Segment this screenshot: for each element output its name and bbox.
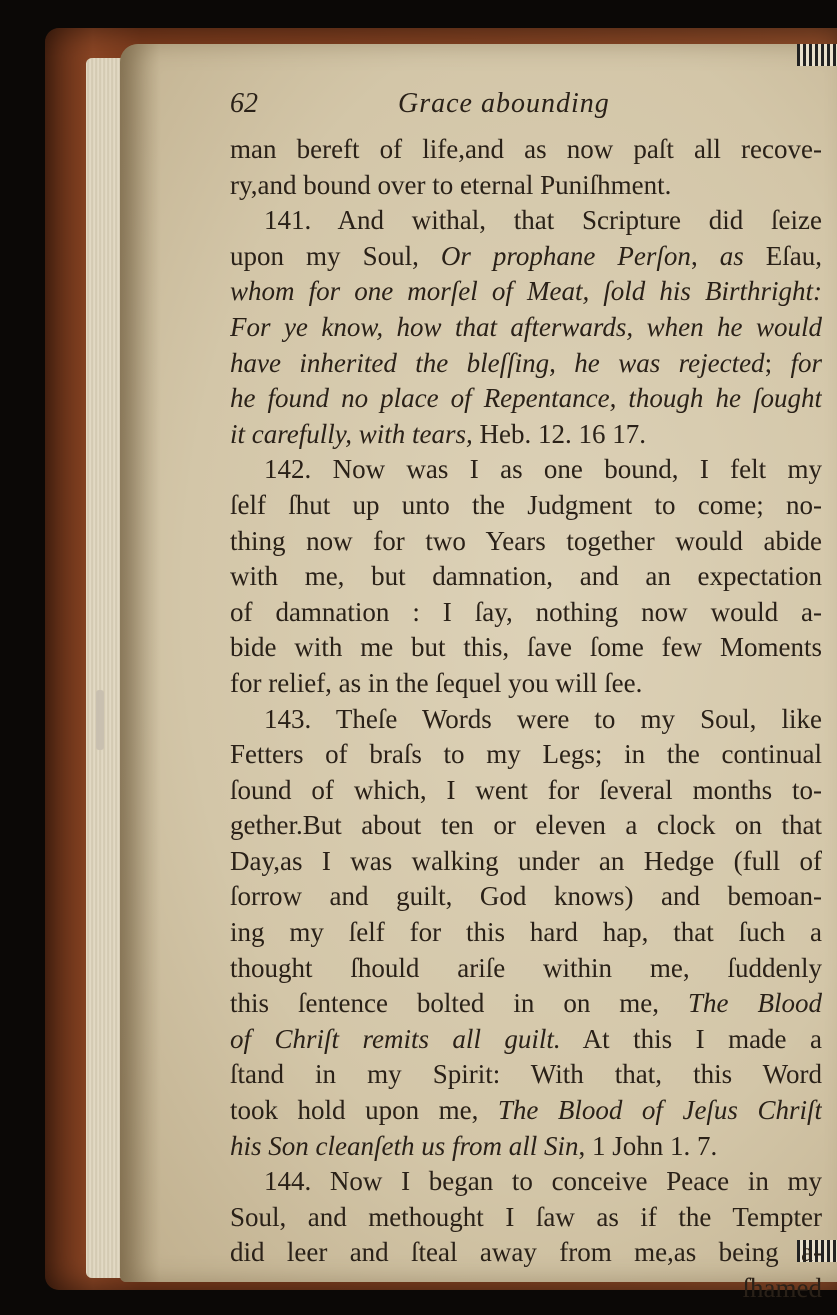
text-segment: ,: [690, 240, 720, 271]
text-line: [230, 702, 822, 738]
text-line: [230, 630, 822, 666]
text-line: [230, 595, 822, 631]
text-segment: ſtand in my Spirit: With that, this Word: [230, 1059, 822, 1090]
italic-text: The Blood: [688, 988, 822, 1019]
italic-text: have inherited the bleſſing, he was rejected: [230, 347, 765, 378]
text-line: [230, 168, 822, 204]
page-text: [230, 82, 822, 1307]
text-line: [230, 986, 822, 1022]
text-segment: for relief, as in the ſequel you will ſee.: [230, 667, 643, 698]
italic-text: The Blood of Jeſus Chriſt: [497, 1095, 822, 1126]
text-line: [230, 666, 822, 702]
text-line: [230, 879, 822, 915]
text-segment: did leer and ſteal away from me,as being a-: [230, 1237, 822, 1268]
text-segment: gether.But about ten or eleven a clock on that: [230, 810, 822, 841]
page-header: [230, 82, 822, 132]
text-line: [230, 524, 822, 560]
text-line: [230, 808, 822, 844]
text-segment: At this I made a: [560, 1023, 822, 1054]
running-title: Grace abounding: [398, 88, 610, 119]
text-segment: Fetters of braſs to my Legs; in the continual: [230, 739, 822, 770]
text-segment: 143. Theſe Words were to my Soul, like: [264, 703, 822, 734]
text-segment: of damnation : I ſay, nothing now would a-: [230, 596, 822, 627]
text-line: [230, 773, 822, 809]
text-segment: , 1 John 1. 7.: [578, 1130, 718, 1161]
text-line: [230, 274, 822, 310]
text-segment: 144. Now I began to conceive Peace in my: [264, 1166, 822, 1197]
text-segment: ing my ſelf for this hard hap, that ſuch a: [230, 917, 822, 948]
text-line: [230, 1235, 822, 1271]
text-segment: bide with me but this, ſave ſome few Moments: [230, 632, 822, 663]
text-line: [230, 346, 822, 382]
text-segment: ſound of which, I went for ſeveral months to-: [230, 774, 822, 805]
text-line: [230, 1129, 822, 1165]
text-line: [230, 1057, 822, 1093]
text-segment: this ſentence bolted in on me,: [230, 988, 689, 1019]
text-segment: Day,as I was walking under an Hedge (full of: [230, 845, 822, 876]
text-segment: took hold upon me,: [230, 1095, 498, 1126]
page-number: 62: [230, 88, 258, 119]
text-line: [230, 737, 822, 773]
italic-text: it carefully, with tears,: [230, 418, 480, 449]
text-segment: ſhamed: [742, 1273, 822, 1303]
text-line: [230, 417, 822, 453]
body-text: [230, 132, 822, 1307]
text-segment: ſelf ſhut up unto the Judgment to come; no-: [230, 489, 822, 520]
text-line: [230, 1164, 822, 1200]
text-segment: 141. And withal, that Scripture did ſeize: [264, 205, 822, 236]
text-segment: man bereft of life,and as now paſt all recove-: [230, 134, 822, 164]
text-line: [230, 452, 822, 488]
text-segment: upon my Soul,: [230, 240, 441, 271]
text-line: [230, 1022, 822, 1058]
page-gutter-shadow: [120, 44, 160, 1282]
italic-text: he found no place of Repentance, though he ſought: [230, 383, 822, 414]
text-line: [230, 1271, 822, 1307]
italic-text: For ye know, how that afterwards, when he would: [230, 311, 822, 342]
text-line: [230, 381, 822, 417]
binding-clip-top: [797, 44, 837, 66]
text-line: [230, 915, 822, 951]
italic-text: for: [790, 347, 822, 378]
text-line: [230, 951, 822, 987]
text-segment: 142. Now was I as one bound, I felt my: [264, 454, 822, 485]
text-segment: thing now for two Years together would abide: [230, 525, 822, 556]
text-line: [230, 844, 822, 880]
text-line: [230, 1093, 822, 1129]
italic-text: as: [719, 240, 766, 271]
italic-text: whom for one morſel of Meat, ſold his Birthright:: [230, 276, 822, 307]
text-line: [230, 488, 822, 524]
text-line: [230, 132, 822, 168]
italic-text: of Chriſt remits all guilt.: [230, 1023, 561, 1054]
text-segment: ry,and bound over to eternal Puniſhment.: [230, 169, 672, 200]
text-segment: thought ſhould ariſe within me, ſuddenly: [230, 952, 822, 983]
bookmark-ribbon: [96, 690, 104, 750]
text-segment: ;: [764, 347, 791, 378]
text-line: [230, 559, 822, 595]
text-segment: Heb. 12. 16 17.: [479, 418, 646, 449]
text-segment: Eſau,: [765, 240, 822, 271]
text-line: [230, 239, 822, 275]
text-line: [230, 1200, 822, 1236]
text-line: [230, 310, 822, 346]
italic-text: Or prophane Perſon: [440, 240, 691, 271]
italic-text: his Son cleanſeth us from all Sin: [230, 1130, 579, 1161]
text-segment: Soul, and methought I ſaw as if the Tempter: [230, 1201, 822, 1232]
text-segment: ſorrow and guilt, God knows) and bemoan-: [230, 881, 822, 912]
text-line: [230, 203, 822, 239]
text-segment: with me, but damnation, and an expectation: [230, 561, 822, 592]
